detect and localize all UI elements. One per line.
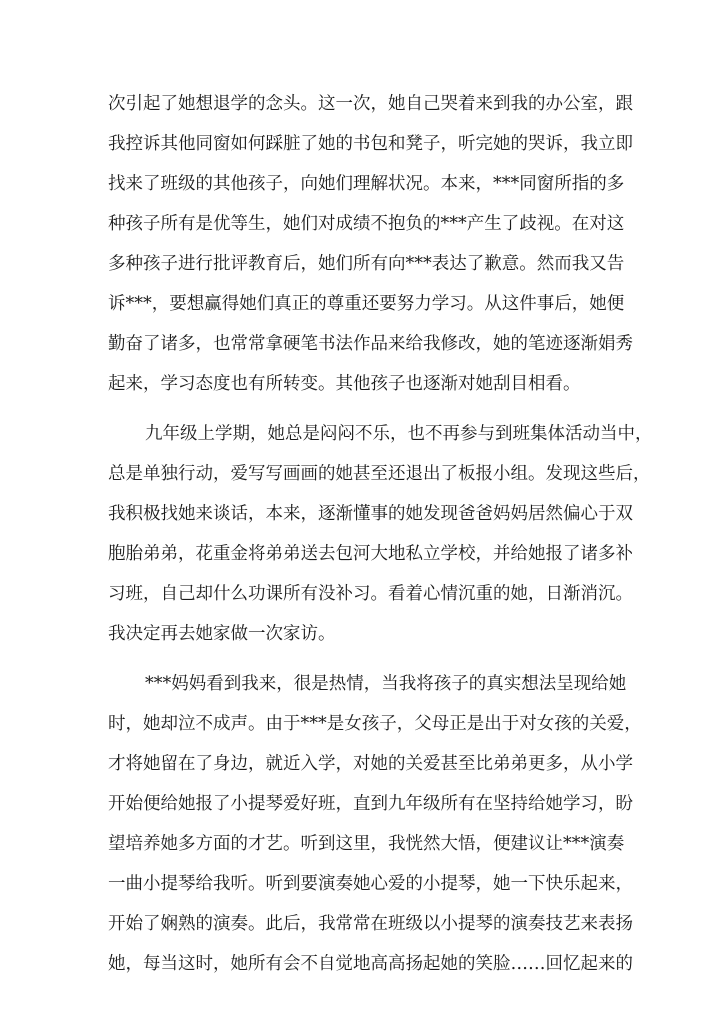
text-line [0, 204, 720, 244]
text-line-content: 起来，学习态度也有所转变。其他孩子也逐渐对她刮目相看。 [108, 374, 581, 394]
text-line-content: 找来了班级的其他孩子，向她们理解状况。本来，***同窗所指的多 [108, 174, 625, 194]
text-line [0, 364, 720, 404]
text-line [0, 164, 720, 204]
text-line [0, 704, 720, 744]
text-line-content: 总是单独行动，爱写写画画的她甚至还退出了板报小组。发现这些后， [108, 464, 651, 484]
text-line-content: 次引起了她想退学的念头。这一次，她自己哭着来到我的办公室，跟 [108, 94, 633, 114]
text-line [0, 324, 720, 364]
text-line-content: 九年级上学期，她总是闷闷不乐，也不再参与到班集体活动当中， [145, 424, 653, 444]
text-line [0, 784, 720, 824]
text-line-content: 时，她却泣不成声。由于***是女孩子，父母正是出于对女孩的关爱， [108, 714, 642, 734]
text-line [0, 84, 720, 124]
text-line-content: 才将她留在了身边，就近入学，对她的关爱甚至比弟弟更多，从小学 [108, 754, 633, 774]
text-line [0, 664, 720, 704]
text-line-content: 开始了娴熟的演奏。此后，我常常在班级以小提琴的演奏技艺来表扬 [108, 914, 633, 934]
text-line-content: 勤奋了诸多，也常常拿硬笔书法作品来给我修改，她的笔迹逐渐娟秀 [108, 334, 633, 354]
text-line [0, 824, 720, 864]
text-line-content: 多种孩子进行批评教育后，她们所有向***表达了歉意。然而我又告 [108, 254, 625, 274]
text-line-content: 习班，自己却什么功课所有没补习。看着心情沉重的她，日渐消沉。 [108, 584, 633, 604]
text-line-content: 我决定再去她家做一次家访。 [108, 624, 336, 644]
text-line-content: 她，每当这时，她所有会不自觉地高高扬起她的笑脸……回忆起来的 [108, 954, 633, 974]
text-line [0, 534, 720, 574]
text-line [0, 614, 720, 654]
text-line-content: 一曲小提琴给我听。听到要演奏她心爱的小提琴，她一下快乐起来， [108, 874, 633, 894]
text-line [0, 944, 720, 984]
text-line-content: 开始便给她报了小提琴爱好班，直到九年级所有在坚持给她学习，盼 [108, 794, 633, 814]
text-line-content: 种孩子所有是优等生，她们对成绩不抱负的***产生了歧视。在对这 [108, 214, 625, 234]
text-line-content: 我控诉其他同窗如何踩脏了她的书包和凳子，听完她的哭诉，我立即 [108, 134, 633, 154]
text-line [0, 284, 720, 324]
text-line-content: ***妈妈看到我来，很是热情，当我将孩子的真实想法呈现给她 [145, 674, 627, 694]
text-line [0, 494, 720, 534]
text-line-content: 胞胎弟弟，花重金将弟弟送去包河大地私立学校，并给她报了诸多补 [108, 544, 633, 564]
text-line [0, 124, 720, 164]
text-line-content: 望培养她多方面的才艺。听到这里，我恍然大悟，便建议让***演奏 [108, 834, 625, 854]
text-line-content: 诉***，要想赢得她们真正的尊重还要努力学习。从这件事后，她便 [108, 294, 625, 314]
text-line-content: 我积极找她来谈话，本来，逐渐懂事的她发现爸爸妈妈居然偏心于双 [108, 504, 633, 524]
text-line [0, 744, 720, 784]
text-line [0, 904, 720, 944]
text-line [0, 244, 720, 284]
text-line [0, 864, 720, 904]
text-line [0, 454, 720, 494]
text-line [0, 574, 720, 614]
text-line [0, 414, 720, 454]
